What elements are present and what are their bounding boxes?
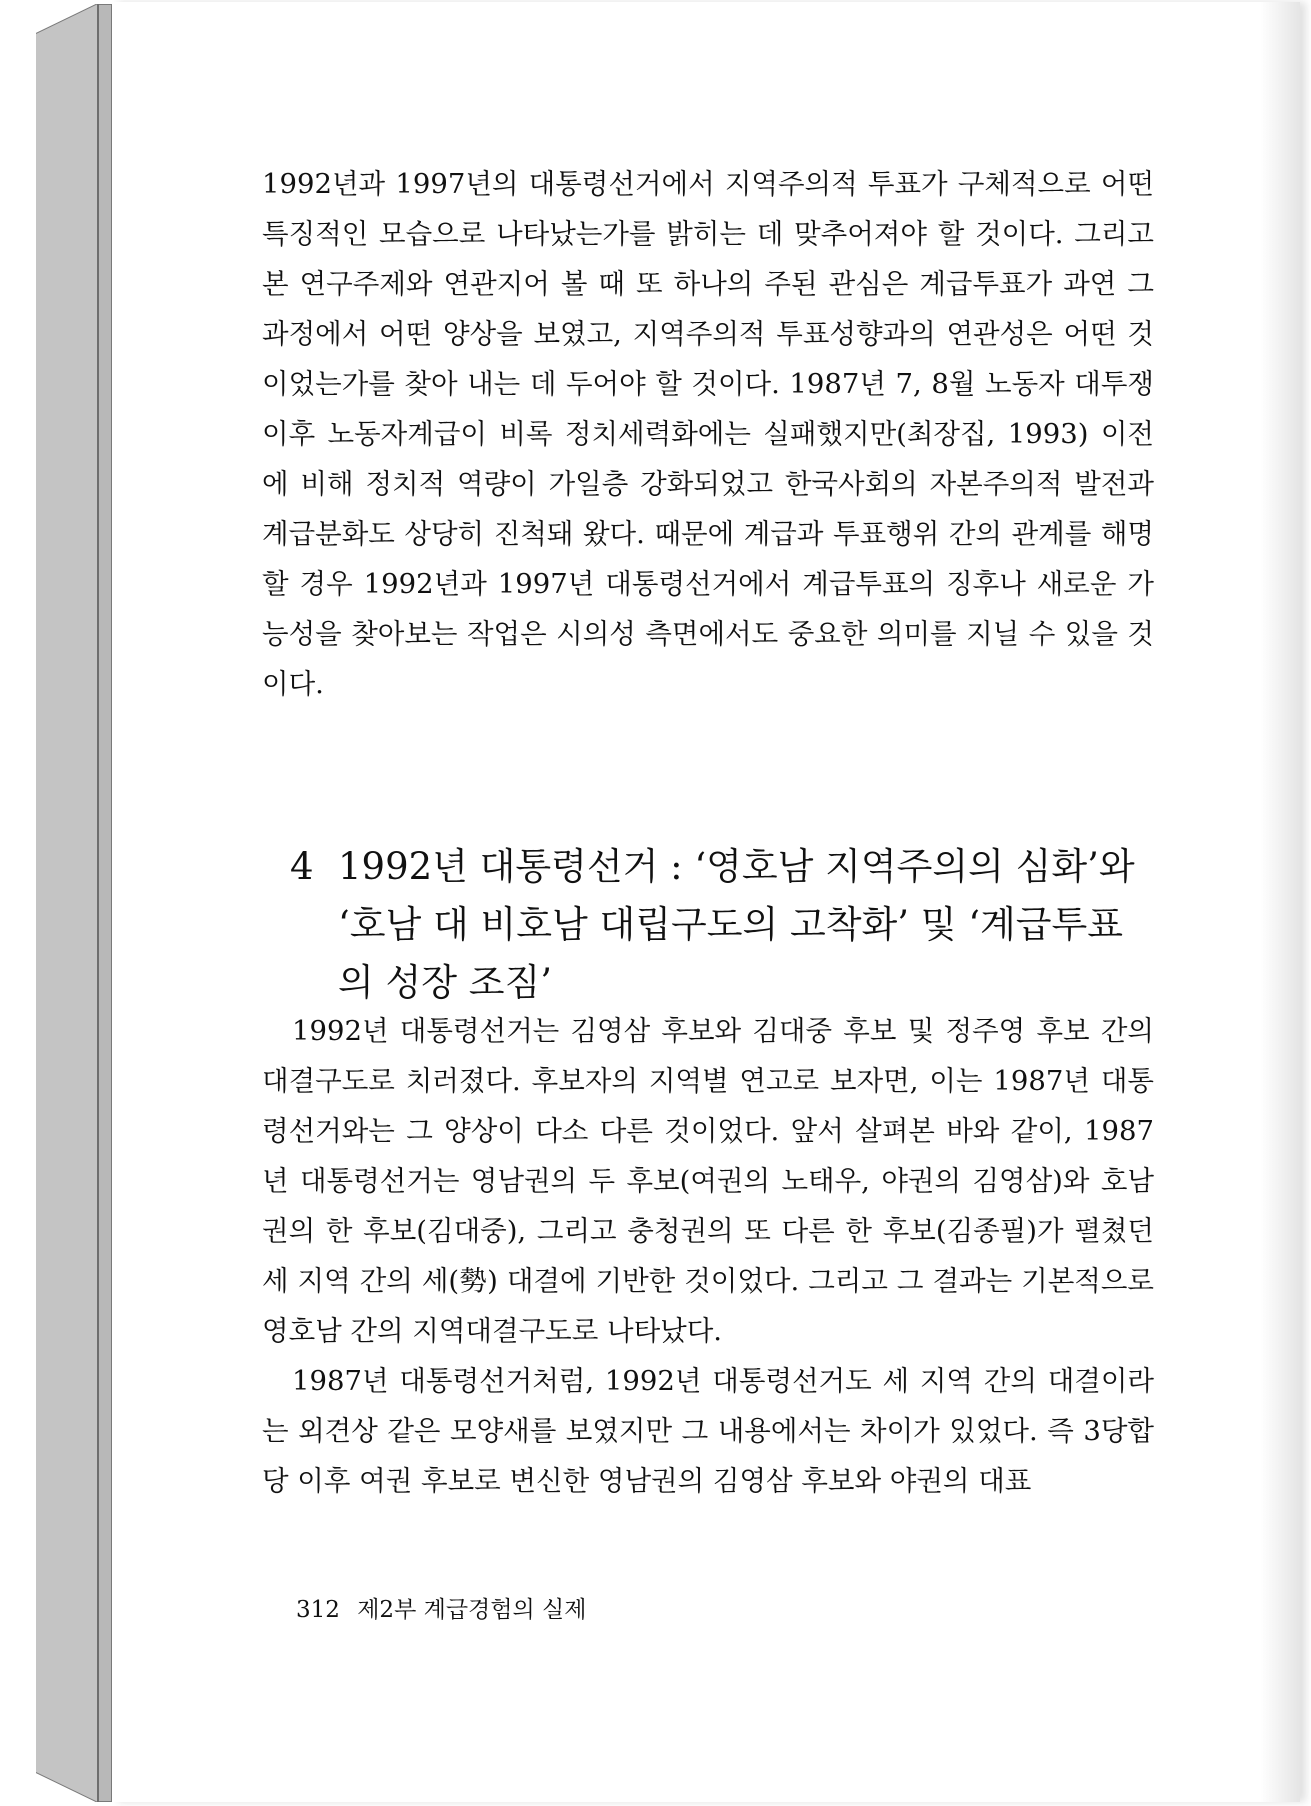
book-spine-illustration xyxy=(36,4,112,1802)
page-footer xyxy=(296,1590,586,1630)
intro-paragraph-block xyxy=(262,159,1154,709)
body-paragraph: 1987년 대통령선거처럼, 1992년 대통령선거도 세 지역 간의 대결이라는 외견상 같은 모양새를 보였지만 그 내용에서는 차이가 있었다. 즉 3당합당 이후 여권 후보로 변신한 영남권의 김영삼 후보와 야권의 대표 xyxy=(262,1365,1154,1497)
section-title: 1992년 대통령선거 : ‘영호남 지역주의의 심화’와 ‘호남 대 비호남 대립구도의 고착화’ 및 ‘계급투표의 성장 조짐’ xyxy=(338,845,1135,1004)
section-number: 4 xyxy=(290,845,314,888)
part-title: 제2부 계급경험의 실제 xyxy=(357,1597,587,1623)
page-edge-shade xyxy=(1260,2,1300,1802)
page-number: 312 xyxy=(296,1597,340,1623)
body-paragraph: 1992년 대통령선거는 김영삼 후보와 김대중 후보 및 정주영 후보 간의 대결구도로 치러졌다. 후보자의 지역별 연고로 보자면, 이는 1987년 대통령선거와는 그 양상이 다소 다른 것이었다. 앞서 살펴본 바와 같이, 1987년 대통령선거는 영남권의 두 후보(여권의 노태우, 야권의 김영삼)와 호남권의 한 후보(김대중), 그리고 충청권의 또 다른 한 후보(김종필)가 펼쳤던 세 지역 간의 세(勢) 대결에 기반한 것이었다. 그리고 그 결과는 기본적으로 영호남 간의 지역대결구도로 나타났다. xyxy=(262,1015,1154,1347)
section-body xyxy=(262,1006,1154,1506)
intro-paragraph: 1992년과 1997년의 대통령선거에서 지역주의적 투표가 구체적으로 어떤 특징적인 모습으로 나타났는가를 밝히는 데 맞추어져야 할 것이다. 그리고 본 연구주제와 연관지어 볼 때 또 하나의 주된 관심은 계급투표가 과연 그 과정에서 어떤 양상을 보였고, 지역주의적 투표성향과의 연관성은 어떤 것이었는가를 찾아 내는 데 두어야 할 것이다. 1987년 7, 8월 노동자 대투쟁 이후 노동자계급이 비록 정치세력화에는 실패했지만(최장집, 1993) 이전에 비해 정치적 역량이 가일층 강화되었고 한국사회의 자본주의적 발전과 계급분화도 상당히 진척돼 왔다. 때문에 계급과 투표행위 간의 관계를 해명할 경우 1992년과 1997년 대통령선거에서 계급투표의 징후나 새로운 가능성을 찾아보는 작업은 시의성 측면에서도 중요한 의미를 지닐 수 있을 것이다. xyxy=(262,168,1154,700)
